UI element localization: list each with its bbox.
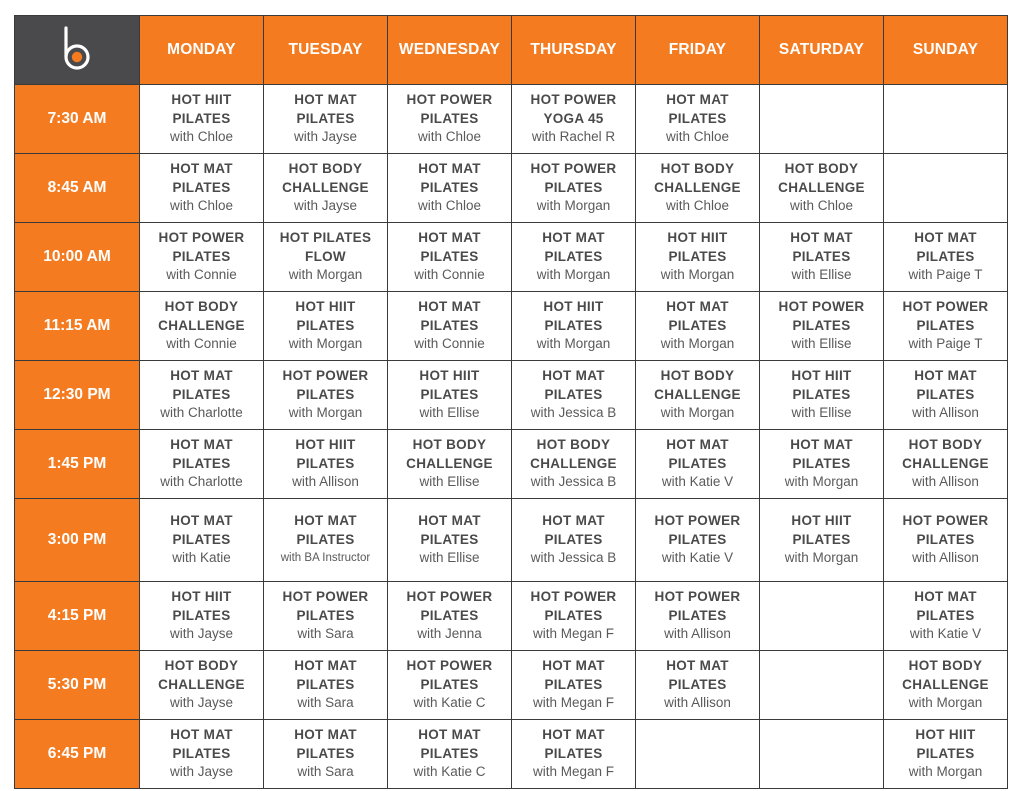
class-name-line: PILATES (916, 745, 975, 761)
class-cell[interactable] (512, 292, 636, 361)
instructor-label: with BA Instructor (280, 552, 371, 565)
instructor-label: with Megan F (532, 626, 615, 642)
class-name-line: CHALLENGE (778, 179, 865, 195)
class-name-line: HOT HIIT (171, 589, 232, 605)
class-cell[interactable] (760, 223, 884, 292)
instructor-label: with Allison (292, 474, 359, 490)
class-name-line: HOT BODY (412, 437, 487, 453)
instructor-label: with Chloe (417, 129, 482, 145)
instructor-label: with Ellise (419, 550, 480, 566)
instructor-label: with Allison (664, 626, 731, 642)
class-name-line: PILATES (916, 386, 975, 402)
class-name-line: PILATES (668, 248, 727, 264)
class-cell[interactable] (512, 582, 636, 651)
class-cell[interactable] (884, 430, 1008, 499)
class-name-line: HOT MAT (418, 230, 481, 246)
class-name-line: HOT BODY (660, 368, 735, 384)
class-name-line: HOT MAT (542, 727, 605, 743)
instructor-label: with Chloe (169, 129, 234, 145)
instructor-label: with Morgan (660, 267, 735, 283)
class-cell[interactable] (140, 361, 264, 430)
class-name-line: HOT MAT (914, 368, 977, 384)
class-name-line: HOT MAT (914, 589, 977, 605)
class-name-line: HOT MAT (542, 513, 605, 529)
class-name-line: PILATES (296, 110, 355, 126)
time-row (15, 292, 1008, 361)
class-cell[interactable] (760, 430, 884, 499)
class-cell[interactable] (760, 154, 884, 223)
instructor-label: with Allison (664, 695, 731, 711)
instructor-label: with Morgan (288, 405, 363, 421)
time-row (15, 85, 1008, 154)
instructor-label: with Morgan (660, 336, 735, 352)
empty-cell (884, 85, 1008, 154)
class-name-line: HOT BODY (164, 299, 239, 315)
class-cell[interactable] (140, 651, 264, 720)
time-label: 4:15 PM (15, 582, 140, 651)
class-cell[interactable] (140, 499, 264, 582)
day-header-friday: FRIDAY (636, 16, 760, 85)
class-name-line: HOT POWER (654, 589, 741, 605)
instructor-label: with Ellise (791, 405, 852, 421)
brand-logo-icon (60, 26, 94, 74)
instructor-label: with Connie (414, 336, 485, 352)
class-cell[interactable] (388, 582, 512, 651)
instructor-label: with Sara (297, 695, 354, 711)
class-cell[interactable] (264, 499, 388, 582)
day-header-thursday: THURSDAY (512, 16, 636, 85)
instructor-label: with Charlotte (160, 474, 243, 490)
class-name-line: HOT BODY (288, 161, 363, 177)
schedule-table (14, 15, 1008, 789)
class-name-line: HOT PILATES (279, 230, 372, 246)
class-cell[interactable] (760, 499, 884, 582)
class-cell[interactable] (636, 85, 760, 154)
class-name-line: CHALLENGE (530, 455, 617, 471)
header-row (15, 16, 1008, 85)
class-cell[interactable] (388, 154, 512, 223)
class-name-line: HOT POWER (282, 368, 369, 384)
class-name-line: HOT MAT (790, 230, 853, 246)
class-name-line: PILATES (668, 317, 727, 333)
instructor-label: with Allison (912, 405, 979, 421)
class-name-line: CHALLENGE (282, 179, 369, 195)
instructor-label: with Morgan (536, 267, 611, 283)
class-name-line: PILATES (916, 248, 975, 264)
instructor-label: with Paige T (908, 267, 983, 283)
instructor-label: with Ellise (791, 267, 852, 283)
class-name-line: HOT HIIT (543, 299, 604, 315)
time-row (15, 499, 1008, 582)
instructor-label: with Rachel R (531, 129, 616, 145)
instructor-label: with Jayse (293, 198, 358, 214)
class-cell[interactable] (264, 651, 388, 720)
instructor-label: with Morgan (536, 198, 611, 214)
instructor-label: with Chloe (665, 129, 730, 145)
class-name-line: PILATES (544, 179, 603, 195)
instructor-label: with Jayse (169, 764, 234, 780)
instructor-label: with Katie C (413, 695, 486, 711)
instructor-label: with Morgan (784, 474, 859, 490)
class-name-line: CHALLENGE (654, 179, 741, 195)
class-name-line: HOT POWER (530, 92, 617, 108)
class-name-line: PILATES (668, 110, 727, 126)
time-label: 12:30 PM (15, 361, 140, 430)
class-cell[interactable] (264, 154, 388, 223)
class-name-line: HOT MAT (542, 230, 605, 246)
instructor-label: with Katie (172, 550, 231, 566)
time-row (15, 154, 1008, 223)
instructor-label: with Jessica B (530, 550, 617, 566)
class-name-line: HOT MAT (790, 437, 853, 453)
time-label: 1:45 PM (15, 430, 140, 499)
class-name-line: HOT HIIT (791, 513, 852, 529)
class-name-line: HOT BODY (660, 161, 735, 177)
class-name-line: PILATES (420, 248, 479, 264)
instructor-label: with Megan F (532, 764, 615, 780)
time-label: 10:00 AM (15, 223, 140, 292)
class-name-line: HOT HIIT (171, 92, 232, 108)
class-name-line: PILATES (916, 317, 975, 333)
instructor-label: with Sara (297, 764, 354, 780)
class-cell[interactable] (884, 582, 1008, 651)
class-name-line: HOT MAT (170, 727, 233, 743)
instructor-label: with Connie (166, 336, 237, 352)
class-cell[interactable] (884, 292, 1008, 361)
class-name-line: PILATES (420, 110, 479, 126)
instructor-label: with Connie (414, 267, 485, 283)
class-name-line: HOT MAT (294, 658, 357, 674)
class-name-line: HOT MAT (294, 513, 357, 529)
class-cell[interactable] (512, 499, 636, 582)
day-header-tuesday: TUESDAY (264, 16, 388, 85)
class-name-line: CHALLENGE (158, 317, 245, 333)
class-name-line: HOT MAT (666, 658, 729, 674)
class-name-line: PILATES (296, 531, 355, 547)
class-cell[interactable] (388, 651, 512, 720)
class-cell[interactable] (388, 361, 512, 430)
day-header-sunday: SUNDAY (884, 16, 1008, 85)
class-name-line: HOT POWER (530, 589, 617, 605)
class-cell[interactable] (512, 85, 636, 154)
instructor-label: with Morgan (660, 405, 735, 421)
class-cell[interactable] (140, 582, 264, 651)
class-name-line: PILATES (172, 745, 231, 761)
class-name-line: PILATES (544, 317, 603, 333)
class-cell[interactable] (140, 292, 264, 361)
class-cell[interactable] (512, 361, 636, 430)
class-cell[interactable] (388, 223, 512, 292)
class-cell[interactable] (388, 430, 512, 499)
instructor-label: with Chloe (665, 198, 730, 214)
class-cell[interactable] (264, 720, 388, 789)
class-cell[interactable] (636, 499, 760, 582)
class-name-line: HOT MAT (418, 513, 481, 529)
instructor-label: with Morgan (784, 550, 859, 566)
class-name-line: HOT HIIT (295, 437, 356, 453)
instructor-label: with Jayse (169, 695, 234, 711)
class-cell[interactable] (636, 430, 760, 499)
class-name-line: HOT POWER (654, 513, 741, 529)
instructor-label: with Katie C (413, 764, 486, 780)
class-name-line: HOT MAT (418, 299, 481, 315)
class-name-line: PILATES (916, 531, 975, 547)
instructor-label: with Jenna (417, 626, 482, 642)
class-cell[interactable] (388, 499, 512, 582)
class-name-line: CHALLENGE (902, 455, 989, 471)
class-cell[interactable] (636, 361, 760, 430)
class-name-line: PILATES (420, 745, 479, 761)
class-name-line: CHALLENGE (902, 676, 989, 692)
class-cell[interactable] (760, 361, 884, 430)
time-label: 6:45 PM (15, 720, 140, 789)
class-cell[interactable] (512, 720, 636, 789)
class-name-line: HOT POWER (406, 658, 493, 674)
class-name-line: HOT MAT (666, 92, 729, 108)
class-name-line: CHALLENGE (654, 386, 741, 402)
class-name-line: PILATES (544, 248, 603, 264)
time-label: 5:30 PM (15, 651, 140, 720)
time-label: 7:30 AM (15, 85, 140, 154)
class-cell[interactable] (388, 720, 512, 789)
instructor-label: with Connie (166, 267, 237, 283)
class-name-line: PILATES (172, 179, 231, 195)
logo-cell (15, 16, 140, 85)
class-name-line: PILATES (172, 607, 231, 623)
class-name-line: PILATES (544, 386, 603, 402)
class-name-line: PILATES (420, 607, 479, 623)
class-name-line: PILATES (668, 455, 727, 471)
class-name-line: HOT MAT (666, 299, 729, 315)
class-name-line: HOT MAT (170, 513, 233, 529)
class-name-line: HOT MAT (418, 161, 481, 177)
class-name-line: PILATES (420, 386, 479, 402)
class-cell[interactable] (140, 430, 264, 499)
time-row (15, 720, 1008, 789)
instructor-label: with Chloe (169, 198, 234, 214)
class-name-line: HOT POWER (530, 161, 617, 177)
class-cell[interactable] (388, 292, 512, 361)
class-cell[interactable] (884, 720, 1008, 789)
class-name-line: PILATES (172, 248, 231, 264)
class-cell[interactable] (264, 223, 388, 292)
empty-cell (760, 85, 884, 154)
day-header-saturday: SATURDAY (760, 16, 884, 85)
class-name-line: PILATES (420, 179, 479, 195)
class-name-line: PILATES (172, 455, 231, 471)
empty-cell (760, 582, 884, 651)
class-name-line: HOT BODY (908, 658, 983, 674)
class-cell[interactable] (636, 292, 760, 361)
class-name-line: PILATES (296, 607, 355, 623)
class-cell[interactable] (884, 499, 1008, 582)
time-row (15, 430, 1008, 499)
instructor-label: with Ellise (419, 474, 480, 490)
class-cell[interactable] (512, 223, 636, 292)
class-name-line: PILATES (420, 531, 479, 547)
class-name-line: HOT POWER (902, 299, 989, 315)
class-name-line: HOT MAT (170, 368, 233, 384)
class-name-line: HOT BODY (908, 437, 983, 453)
class-cell[interactable] (512, 430, 636, 499)
class-cell[interactable] (264, 582, 388, 651)
time-row (15, 651, 1008, 720)
class-name-line: PILATES (792, 455, 851, 471)
class-name-line: PILATES (172, 110, 231, 126)
class-name-line: PILATES (420, 317, 479, 333)
class-name-line: HOT HIIT (791, 368, 852, 384)
class-name-line: PILATES (668, 531, 727, 547)
instructor-label: with Sara (297, 626, 354, 642)
instructor-label: with Jessica B (530, 405, 617, 421)
class-name-line: HOT POWER (406, 589, 493, 605)
class-name-line: HOT MAT (294, 727, 357, 743)
class-name-line: HOT POWER (902, 513, 989, 529)
class-name-line: PILATES (668, 676, 727, 692)
class-name-line: YOGA 45 (543, 110, 604, 126)
instructor-label: with Jayse (169, 626, 234, 642)
class-name-line: PILATES (296, 676, 355, 692)
class-name-line: PILATES (668, 607, 727, 623)
instructor-label: with Chloe (417, 198, 482, 214)
class-cell[interactable] (512, 651, 636, 720)
instructor-label: with Charlotte (160, 405, 243, 421)
empty-cell (884, 154, 1008, 223)
instructor-label: with Katie V (661, 550, 734, 566)
class-name-line: HOT HIIT (915, 727, 976, 743)
class-cell[interactable] (140, 85, 264, 154)
class-cell[interactable] (264, 85, 388, 154)
instructor-label: with Morgan (536, 336, 611, 352)
class-cell[interactable] (264, 361, 388, 430)
empty-cell (760, 651, 884, 720)
class-name-line: HOT MAT (418, 727, 481, 743)
class-name-line: CHALLENGE (406, 455, 493, 471)
class-name-line: HOT MAT (170, 161, 233, 177)
class-name-line: PILATES (172, 531, 231, 547)
time-row (15, 582, 1008, 651)
instructor-label: with Morgan (908, 695, 983, 711)
class-name-line: HOT MAT (170, 437, 233, 453)
instructor-label: with Morgan (908, 764, 983, 780)
class-name-line: HOT BODY (784, 161, 859, 177)
class-cell[interactable] (636, 582, 760, 651)
day-header-wednesday: WEDNESDAY (388, 16, 512, 85)
instructor-label: with Jayse (293, 129, 358, 145)
class-name-line: PILATES (420, 676, 479, 692)
instructor-label: with Jessica B (530, 474, 617, 490)
class-name-line: HOT MAT (542, 658, 605, 674)
class-name-line: CHALLENGE (158, 676, 245, 692)
class-name-line: PILATES (544, 607, 603, 623)
class-name-line: HOT MAT (666, 437, 729, 453)
instructor-label: with Morgan (288, 267, 363, 283)
class-name-line: PILATES (792, 531, 851, 547)
time-row (15, 223, 1008, 292)
class-cell[interactable] (884, 651, 1008, 720)
class-cell[interactable] (140, 720, 264, 789)
time-row (15, 361, 1008, 430)
class-name-line: HOT POWER (778, 299, 865, 315)
class-name-line: HOT HIIT (667, 230, 728, 246)
class-cell[interactable] (884, 361, 1008, 430)
class-name-line: PILATES (544, 676, 603, 692)
class-cell[interactable] (760, 292, 884, 361)
instructor-label: with Chloe (789, 198, 854, 214)
class-cell[interactable] (140, 223, 264, 292)
class-name-line: HOT MAT (914, 230, 977, 246)
time-label: 11:15 AM (15, 292, 140, 361)
class-cell[interactable] (512, 154, 636, 223)
instructor-label: with Allison (912, 474, 979, 490)
class-name-line: PILATES (296, 455, 355, 471)
class-name-line: HOT POWER (158, 230, 245, 246)
class-name-line: HOT BODY (164, 658, 239, 674)
time-label: 8:45 AM (15, 154, 140, 223)
class-name-line: HOT MAT (294, 92, 357, 108)
time-label: 3:00 PM (15, 499, 140, 582)
instructor-label: with Megan F (532, 695, 615, 711)
class-name-line: PILATES (544, 531, 603, 547)
instructor-label: with Katie V (661, 474, 734, 490)
class-cell[interactable] (140, 154, 264, 223)
instructor-label: with Allison (912, 550, 979, 566)
class-name-line: HOT MAT (542, 368, 605, 384)
class-name-line: PILATES (544, 745, 603, 761)
instructor-label: with Morgan (288, 336, 363, 352)
class-name-line: PILATES (296, 386, 355, 402)
class-cell[interactable] (884, 223, 1008, 292)
class-cell[interactable] (388, 85, 512, 154)
class-name-line: PILATES (792, 248, 851, 264)
empty-cell (636, 720, 760, 789)
class-cell[interactable] (636, 223, 760, 292)
instructor-label: with Katie V (909, 626, 982, 642)
class-cell[interactable] (264, 292, 388, 361)
class-cell[interactable] (636, 154, 760, 223)
instructor-label: with Ellise (419, 405, 480, 421)
class-name-line: HOT POWER (406, 92, 493, 108)
class-cell[interactable] (636, 651, 760, 720)
class-name-line: FLOW (305, 248, 346, 264)
class-name-line: HOT POWER (282, 589, 369, 605)
class-name-line: PILATES (296, 317, 355, 333)
instructor-label: with Ellise (791, 336, 852, 352)
class-name-line: PILATES (916, 607, 975, 623)
class-name-line: PILATES (792, 386, 851, 402)
class-name-line: PILATES (792, 317, 851, 333)
instructor-label: with Paige T (908, 336, 983, 352)
class-name-line: HOT HIIT (295, 299, 356, 315)
class-name-line: HOT BODY (536, 437, 611, 453)
day-header-monday: MONDAY (140, 16, 264, 85)
class-cell[interactable] (264, 430, 388, 499)
class-name-line: PILATES (172, 386, 231, 402)
class-name-line: PILATES (296, 745, 355, 761)
empty-cell (760, 720, 884, 789)
class-name-line: HOT HIIT (419, 368, 480, 384)
